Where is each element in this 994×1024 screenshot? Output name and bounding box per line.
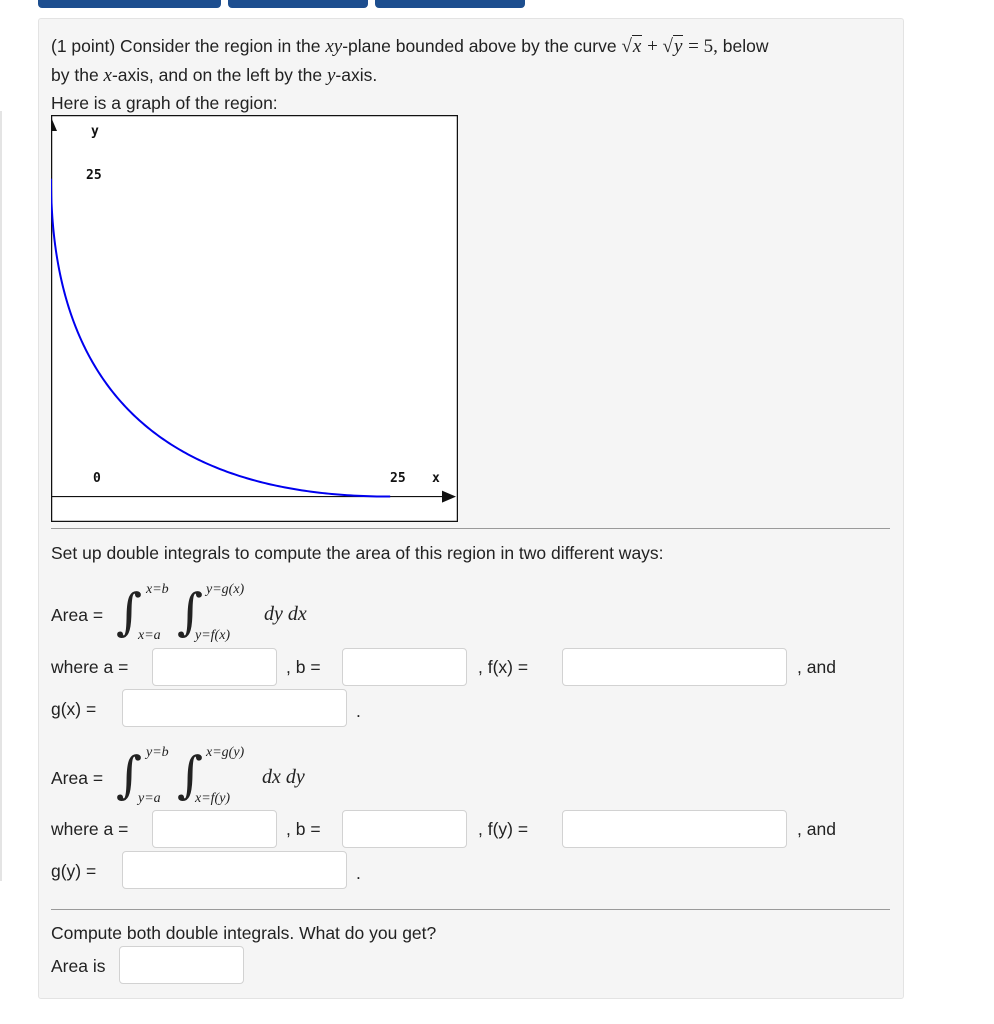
outer-upper-limit-1: x=b bbox=[146, 582, 169, 597]
b-label-1: , b = bbox=[286, 657, 321, 677]
b-label-2: , b = bbox=[286, 819, 321, 839]
final-area-input[interactable] bbox=[119, 946, 244, 984]
problem-intro-line2: by the x-axis, and on the left by the y-axis. bbox=[51, 65, 378, 86]
differentials-1: dy dx bbox=[264, 603, 307, 625]
setup-prompt: Set up double integrals to compute the area of this region in two different ways: bbox=[51, 543, 664, 563]
section-divider-2 bbox=[51, 909, 890, 910]
compute-prompt: Compute both double integrals. What do you get? bbox=[51, 923, 437, 943]
section-divider-1 bbox=[51, 528, 890, 529]
inner-lower-limit-1: y=f(x) bbox=[195, 628, 231, 643]
problem-intro-line1: (1 point) Consider the region in the xy-plane bounded above by the curve √x + √y = 5, below bbox=[51, 36, 769, 57]
where-a-label-1: where a = bbox=[51, 657, 129, 677]
period-1: . bbox=[356, 701, 361, 721]
inner-upper-limit-1: y=g(x) bbox=[206, 582, 245, 597]
f-label-2: , f(y) = bbox=[478, 819, 529, 839]
answer-b-input-1[interactable] bbox=[342, 648, 467, 686]
outer-integral-sign-2: ∫ bbox=[116, 746, 143, 804]
y-axis-label: y bbox=[91, 124, 99, 139]
answer-g-input-2[interactable] bbox=[122, 851, 347, 889]
inner-integral-sign-1: ∫ bbox=[177, 583, 204, 641]
outer-lower-limit-2: y=a bbox=[138, 791, 161, 806]
inner-upper-limit-2: x=g(y) bbox=[206, 745, 245, 760]
area-is-label: Area is bbox=[51, 956, 106, 976]
x-axis-label: x bbox=[432, 471, 440, 486]
graph-frame bbox=[52, 116, 458, 522]
graph-caption: Here is a graph of the region: bbox=[51, 93, 278, 113]
g-label-2: g(y) = bbox=[51, 861, 97, 881]
differentials-2: dx dy bbox=[262, 766, 305, 788]
answer-a-input-1[interactable] bbox=[152, 648, 277, 686]
inner-integral-sign-2: ∫ bbox=[177, 746, 204, 804]
and-label-2: , and bbox=[797, 819, 836, 839]
outer-lower-limit-1: x=a bbox=[138, 628, 161, 643]
nav-tab-2[interactable] bbox=[228, 0, 368, 8]
answer-b-input-2[interactable] bbox=[342, 810, 467, 848]
answer-f-input-2[interactable] bbox=[562, 810, 787, 848]
area-label-1: Area = bbox=[51, 605, 104, 625]
inner-lower-limit-2: x=f(y) bbox=[195, 791, 231, 806]
area-label-2: Area = bbox=[51, 768, 104, 788]
nav-tab-1[interactable] bbox=[38, 0, 221, 8]
answer-a-input-2[interactable] bbox=[152, 810, 277, 848]
f-label-1: , f(x) = bbox=[478, 657, 529, 677]
y-tick-label: 25 bbox=[86, 168, 102, 183]
period-2: . bbox=[356, 863, 361, 883]
nav-tab-3[interactable] bbox=[375, 0, 525, 8]
answer-g-input-1[interactable] bbox=[122, 689, 347, 727]
and-label-1: , and bbox=[797, 657, 836, 677]
outer-integral-sign-1: ∫ bbox=[116, 583, 143, 641]
where-a-label-2: where a = bbox=[51, 819, 129, 839]
curve-equation: √x + √y = 5, bbox=[621, 36, 718, 57]
g-label-1: g(x) = bbox=[51, 699, 97, 719]
x-tick-label: 25 bbox=[390, 471, 406, 486]
origin-label: 0 bbox=[93, 471, 101, 486]
outer-upper-limit-2: y=b bbox=[146, 745, 169, 760]
left-gutter-mark bbox=[0, 111, 2, 881]
region-graph bbox=[51, 115, 458, 522]
answer-f-input-1[interactable] bbox=[562, 648, 787, 686]
